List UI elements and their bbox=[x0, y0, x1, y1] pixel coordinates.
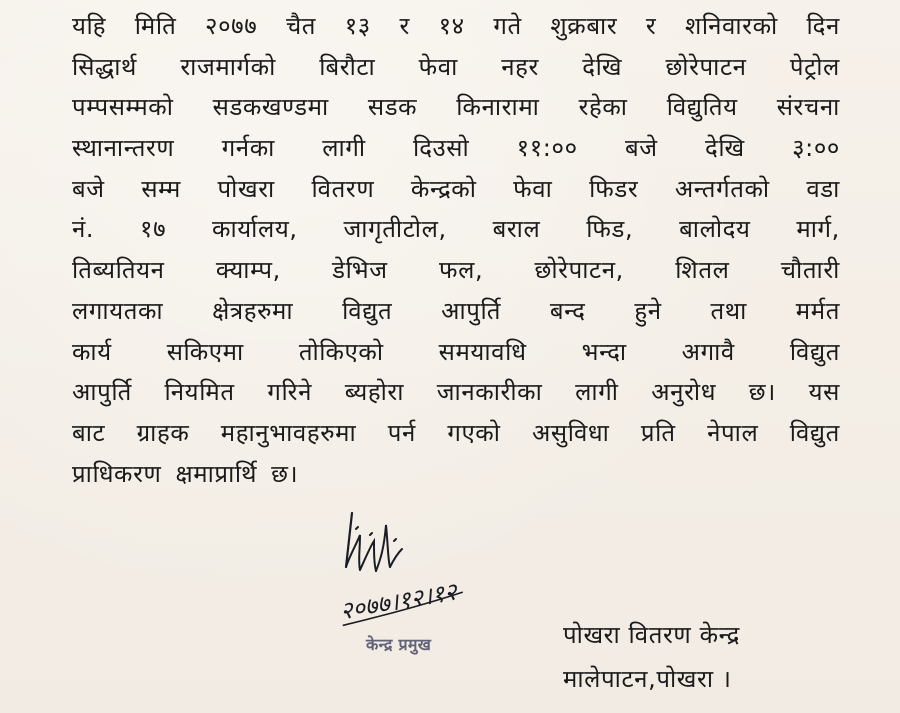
notice-word: गएको bbox=[447, 418, 501, 447]
notice-word: ११:०० bbox=[516, 134, 578, 163]
notice-word: रहेका bbox=[578, 93, 628, 122]
notice-word: ग्राहक bbox=[136, 418, 190, 447]
notice-word: वितरण bbox=[311, 174, 375, 203]
notice-word: चैत bbox=[285, 12, 317, 40]
handwritten-date bbox=[330, 563, 480, 693]
notice-word: किनारामा bbox=[456, 93, 540, 122]
notice-line bbox=[72, 291, 840, 332]
notice-word: कार्यालय, bbox=[212, 215, 298, 244]
notice-word: भन्दा bbox=[581, 337, 627, 366]
notice-word: विद्युतिय bbox=[666, 93, 738, 122]
notice-word: फल, bbox=[438, 256, 484, 285]
notice-word: छोरेपाटन, bbox=[534, 256, 624, 285]
notice-word: प्रति bbox=[640, 418, 676, 447]
notice-word: फेवा bbox=[513, 174, 553, 203]
notice-line bbox=[72, 128, 840, 169]
notice-word: र bbox=[645, 12, 657, 40]
stamp-designation: केन्द्र प्रमुख bbox=[366, 635, 432, 654]
notice-word: यहि bbox=[72, 12, 107, 40]
notice-word: बजे bbox=[72, 174, 105, 203]
notice-word: शनिवारको bbox=[684, 12, 778, 40]
notice-word: केन्द्रको bbox=[410, 174, 477, 203]
notice-word: कार्य bbox=[72, 337, 112, 366]
office-block bbox=[563, 613, 740, 701]
notice-word: १४ bbox=[438, 12, 465, 40]
notice-word: सिद्धार्थ bbox=[72, 52, 137, 81]
notice-word: महानुभावहरुमा bbox=[220, 418, 357, 447]
notice-word: गर्नका bbox=[221, 134, 275, 163]
notice-word: छ। bbox=[748, 378, 776, 407]
notice-line bbox=[72, 169, 840, 210]
notice-word: क्याम्प, bbox=[215, 256, 281, 285]
notice-word: जागृतीटोल, bbox=[343, 215, 447, 244]
notice-word: यस bbox=[808, 378, 840, 407]
notice-word: क्षमाप्रार्थि bbox=[175, 459, 258, 488]
notice-word: गते bbox=[493, 12, 522, 40]
notice-word: पेट्रोल bbox=[789, 52, 840, 81]
notice-word: छ। bbox=[271, 459, 299, 488]
notice-word: समयावधि bbox=[438, 337, 527, 366]
notice-word: छोरेपाटन bbox=[665, 52, 747, 81]
notice-word: तथा bbox=[710, 296, 747, 325]
notice-word: बजे bbox=[624, 134, 658, 163]
notice-word: देखि bbox=[582, 52, 623, 81]
notice-word: संरचना bbox=[776, 93, 840, 122]
notice-word: तिब्यतियन bbox=[72, 256, 165, 285]
notice-word: शितल bbox=[675, 256, 730, 285]
notice-word: वडा bbox=[806, 174, 840, 203]
notice-word: अनुरोध bbox=[651, 378, 717, 407]
notice-word: गरिने bbox=[267, 378, 313, 407]
notice-line bbox=[72, 87, 840, 128]
notice-word: १३ bbox=[344, 12, 371, 40]
notice-line bbox=[72, 332, 840, 373]
notice-word: विद्युत bbox=[789, 418, 840, 447]
notice-word: पोखरा bbox=[217, 174, 275, 203]
notice-word: लागी bbox=[575, 378, 619, 407]
notice-word: ब्यहोरा bbox=[344, 378, 405, 407]
notice-word: जानकारीका bbox=[436, 378, 543, 407]
notice-word: बराल bbox=[492, 215, 541, 244]
notice-word: विद्युत bbox=[789, 337, 840, 366]
notice-word: ३:०० bbox=[792, 134, 840, 163]
notice-word: बालोदय bbox=[679, 215, 751, 244]
notice-word: प्राधिकरण bbox=[72, 459, 162, 488]
notice-word: हुने bbox=[634, 296, 662, 325]
notice-word: सडक bbox=[367, 93, 418, 122]
notice-word: आपुर्ति bbox=[72, 378, 132, 407]
notice-word: अगावै bbox=[681, 337, 735, 366]
notice-line bbox=[72, 413, 840, 454]
notice-word: सडकखण्डमा bbox=[212, 93, 329, 122]
notice-word: मर्मत bbox=[795, 296, 840, 325]
notice-word: नं. bbox=[72, 215, 95, 244]
notice-word: डेभिज bbox=[332, 256, 388, 285]
notice-line bbox=[72, 250, 840, 291]
notice-word: र bbox=[399, 12, 410, 40]
notice-word: नियमित bbox=[164, 378, 235, 407]
notice-word: १७ bbox=[140, 215, 167, 244]
notice-line bbox=[72, 209, 840, 250]
notice-line bbox=[72, 454, 840, 495]
notice-word: २०७७ bbox=[205, 12, 258, 40]
office-location: मालेपाटन,पोखरा । bbox=[563, 665, 732, 693]
notice-word: स्थानान्तरण bbox=[72, 134, 175, 163]
notice-word: शुक्रबार bbox=[550, 12, 618, 40]
notice-word: फिड, bbox=[586, 215, 634, 244]
notice-word: अन्तर्गतको bbox=[674, 174, 770, 203]
notice-word: क्षेत्रहरुमा bbox=[212, 296, 294, 325]
notice-word: फेवा bbox=[418, 52, 458, 81]
notice-word: लगायतका bbox=[72, 296, 164, 325]
notice-word: लागी bbox=[322, 134, 366, 163]
notice-word: पम्पसम्मको bbox=[72, 93, 174, 122]
notice-word: बाट bbox=[72, 418, 106, 447]
notice-word: मार्ग, bbox=[796, 215, 840, 244]
notice-word: सकिएमा bbox=[166, 337, 244, 366]
notice-word: चौतारी bbox=[780, 256, 840, 285]
notice-word: तोकिएको bbox=[298, 337, 384, 366]
notice-word: दिउसो bbox=[412, 134, 470, 163]
notice-word: नहर bbox=[501, 52, 539, 81]
notice-word: नेपाल bbox=[707, 418, 759, 447]
notice-word: दिन bbox=[806, 12, 840, 40]
notice-line bbox=[72, 372, 840, 413]
notice-word: मिति bbox=[134, 12, 177, 40]
notice-word: सम्म bbox=[141, 174, 181, 203]
svg-text:२०७७।१२।१२: २०७७।१२।१२ bbox=[337, 577, 460, 626]
notice-word: राजमार्गको bbox=[180, 52, 276, 81]
notice-word: पर्न bbox=[387, 418, 416, 447]
notice-word: असुविधा bbox=[531, 418, 610, 447]
notice-word: बन्द bbox=[549, 296, 586, 325]
notice-word: विद्युत bbox=[342, 296, 393, 325]
notice-body bbox=[72, 6, 840, 494]
notice-word: फिडर bbox=[589, 174, 639, 203]
notice-word: देखि bbox=[704, 134, 745, 163]
notice-word: आपुर्ति bbox=[441, 296, 501, 325]
notice-line bbox=[72, 6, 840, 47]
notice-line bbox=[72, 47, 840, 88]
notice-word: बिरौटा bbox=[319, 52, 376, 81]
office-name: पोखरा वितरण केन्द्र bbox=[563, 621, 740, 649]
signature-block bbox=[330, 505, 480, 675]
